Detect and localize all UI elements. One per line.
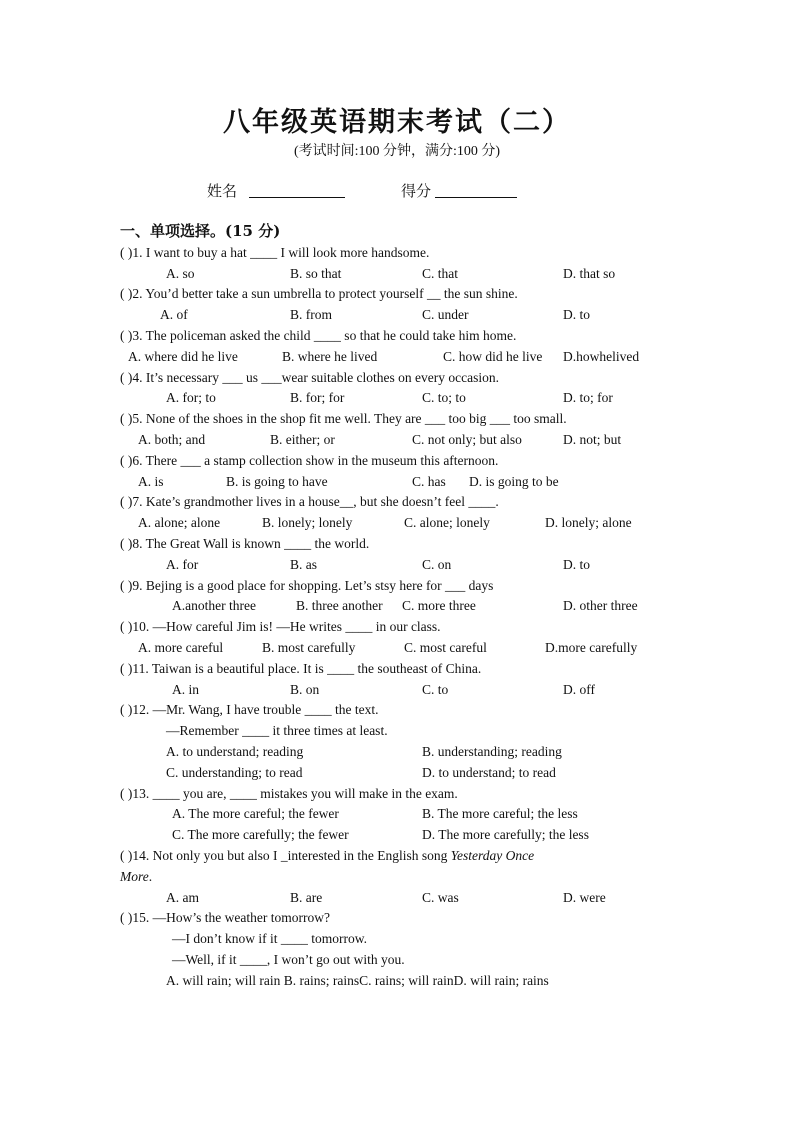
- name-label: 姓名: [207, 184, 238, 200]
- question-stem: [120, 848, 534, 864]
- question-stem: ( )11. Taiwan is a beautiful place. It is ____ the southeast of China.: [120, 661, 482, 676]
- question-stem: ( )3. The policeman asked the child ____ so that he could take him home.: [120, 328, 517, 343]
- option-d[interactable]: D. other three: [563, 598, 638, 613]
- student-info: [207, 180, 432, 201]
- question-stem: ( )1. I want to buy a hat ____ I will look more handsome.: [120, 245, 430, 260]
- song-title-end: More: [120, 869, 149, 884]
- exam-title: 八年级英语期末考试（二）: [223, 107, 571, 138]
- option-c[interactable]: C. to: [422, 682, 449, 697]
- question-line2: —I don’t know if it ____ tomorrow.: [172, 931, 367, 946]
- option-a[interactable]: A. so: [166, 266, 195, 281]
- question-stem: ( )6. There ___ a stamp collection show in the museum this afternoon.: [120, 453, 499, 468]
- option-b[interactable]: B. lonely; lonely: [262, 515, 353, 530]
- option-c[interactable]: C. alone; lonely: [404, 515, 490, 530]
- option-a[interactable]: A. am: [166, 890, 199, 905]
- option-b[interactable]: B. most carefully: [262, 640, 356, 655]
- question-line2: —Remember ____ it three times at least.: [166, 723, 388, 738]
- option-c[interactable]: C. that: [422, 266, 458, 281]
- question-stem: ( )9. Bejing is a good place for shopping. Let’s stsy here for ___ days: [120, 578, 494, 593]
- option-c[interactable]: C. understanding; to read: [166, 765, 303, 780]
- option-b[interactable]: B. three another: [296, 598, 383, 613]
- option-d[interactable]: D. to: [563, 307, 590, 322]
- option-b[interactable]: B. so that: [290, 266, 342, 281]
- question-stem: ( )7. Kate’s grandmother lives in a house__, but she doesn’t feel ____.: [120, 494, 499, 509]
- option-a[interactable]: A. where did he live: [128, 349, 238, 364]
- score-field: [401, 180, 517, 201]
- option-a[interactable]: A. is: [138, 474, 164, 489]
- section-title: 一、单项选择。(15 分): [120, 222, 281, 240]
- option-c[interactable]: C. not only; but also: [412, 432, 522, 447]
- question-line2-tail: .: [148, 869, 153, 884]
- option-b[interactable]: B. understanding; reading: [422, 744, 562, 759]
- option-c[interactable]: C. under: [422, 307, 469, 322]
- option-d[interactable]: D. that so: [563, 266, 616, 281]
- option-d[interactable]: D. is going to be: [469, 474, 559, 489]
- option-a[interactable]: A. The more careful; the fewer: [172, 806, 339, 821]
- option-b[interactable]: B. from: [290, 307, 332, 322]
- option-b[interactable]: B. where he lived: [282, 349, 378, 364]
- option-c[interactable]: C. was: [422, 890, 459, 905]
- option-b[interactable]: B. are: [290, 890, 323, 905]
- question-stem: ( )5. None of the shoes in the shop fit me well. They are ___ too big ___ too small.: [120, 411, 567, 426]
- options-line[interactable]: A. will rain; will rain B. rains; rainsC. rains; will rainD. will rain; rains: [166, 973, 549, 988]
- option-c[interactable]: C. how did he live: [443, 349, 543, 364]
- option-b[interactable]: B. for; for: [290, 390, 345, 405]
- option-a[interactable]: A. to understand; reading: [166, 744, 304, 759]
- option-a[interactable]: A. in: [172, 682, 199, 697]
- name-blank[interactable]: [249, 183, 345, 198]
- option-d[interactable]: D. lonely; alone: [545, 515, 632, 530]
- option-d[interactable]: D. The more carefully; the less: [422, 827, 589, 842]
- question-stem: ( )4. It’s necessary ___ us ___wear suitable clothes on every occasion.: [120, 370, 500, 385]
- option-b[interactable]: B. The more careful; the less: [422, 806, 578, 821]
- song-title: Yesterday Once: [450, 848, 535, 863]
- option-a[interactable]: A. more careful: [138, 640, 224, 655]
- option-a[interactable]: A. of: [160, 307, 188, 322]
- option-d[interactable]: D. not; but: [563, 432, 622, 447]
- name-field: [207, 180, 345, 201]
- option-c[interactable]: C. The more carefully; the fewer: [172, 827, 349, 842]
- question-stem: ( )12. —Mr. Wang, I have trouble ____ the text.: [120, 702, 379, 717]
- option-d[interactable]: D. to understand; to read: [422, 765, 556, 780]
- option-b[interactable]: B. either; or: [270, 432, 335, 447]
- option-c[interactable]: C. most careful: [404, 640, 487, 655]
- option-c[interactable]: C. on: [422, 557, 452, 572]
- option-a[interactable]: A. alone; alone: [138, 515, 221, 530]
- question-stem: ( )2. You’d better take a sun umbrella to protect yourself __ the sun shine.: [120, 286, 518, 301]
- option-d[interactable]: D.howhelived: [563, 349, 640, 364]
- option-d[interactable]: D. off: [563, 682, 595, 697]
- option-a[interactable]: A. for; to: [166, 390, 216, 405]
- question-line2: [120, 869, 152, 885]
- option-c[interactable]: C. to; to: [422, 390, 466, 405]
- question-stem: ( )15. —How’s the weather tomorrow?: [120, 910, 330, 925]
- option-a[interactable]: A.another three: [172, 598, 256, 613]
- option-a[interactable]: A. for: [166, 557, 199, 572]
- option-b[interactable]: B. is going to have: [226, 474, 328, 489]
- option-a[interactable]: A. both; and: [138, 432, 206, 447]
- score-blank[interactable]: [435, 183, 517, 198]
- option-c[interactable]: C. more three: [402, 598, 476, 613]
- question-line3: —Well, if it ____, I won’t go out with you.: [172, 952, 405, 967]
- option-b[interactable]: B. on: [290, 682, 320, 697]
- exam-subtitle: (考试时间:100 分钟，满分:100 分): [293, 144, 501, 159]
- question-stem: ( )10. —How careful Jim is! —He writes ____ in our class.: [120, 619, 441, 634]
- option-d[interactable]: D. to; for: [563, 390, 613, 405]
- option-b[interactable]: B. as: [290, 557, 317, 572]
- option-d[interactable]: D.more carefully: [545, 640, 638, 655]
- question-stem-text: ( )14. Not only you but also I _interested in the English song: [120, 848, 451, 863]
- score-label: 得分: [401, 184, 432, 200]
- option-d[interactable]: D. were: [563, 890, 606, 905]
- question-stem: ( )13. ____ you are, ____ mistakes you will make in the exam.: [120, 786, 458, 801]
- question-stem: ( )8. The Great Wall is known ____ the world.: [120, 536, 370, 551]
- option-c[interactable]: C. has: [412, 474, 446, 489]
- option-d[interactable]: D. to: [563, 557, 590, 572]
